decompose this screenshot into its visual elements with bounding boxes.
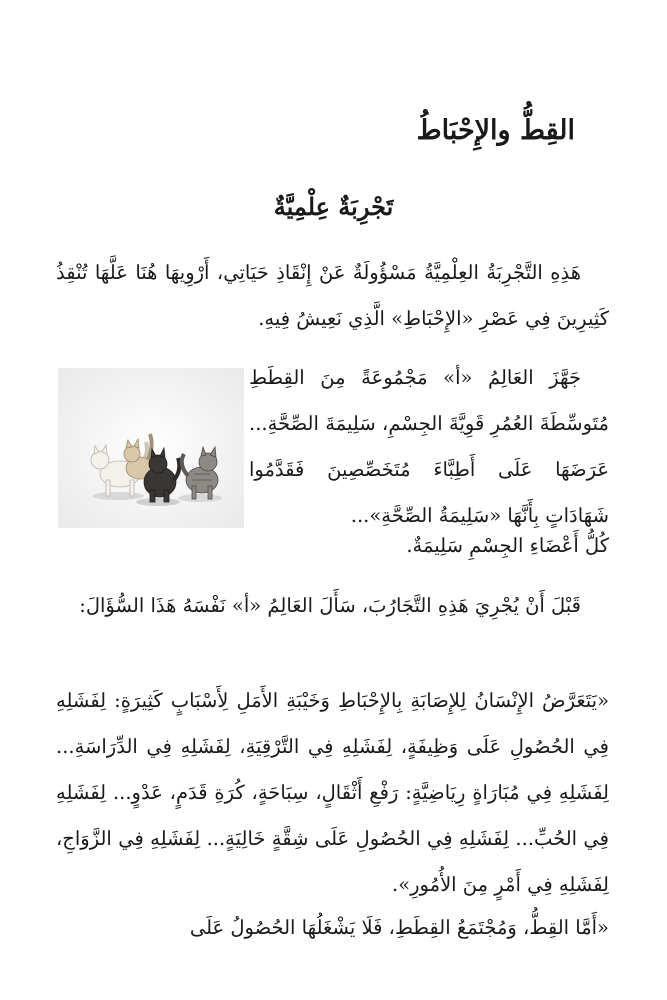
question-intro-paragraph: قَبْلَ أَنْ يُجْرِيَ هَذِهِ التَّجَارُبَ، سَأَلَ العَالِمُ «أ» نَفْسَهُ هَذَا السُّؤَالَ: — [79, 594, 581, 617]
closing-paragraph: «أَمَّا القِطُّ، وَمُجْتَمَعُ القِطَطِ، فَلَا يَشْغَلُهَا الحُصُولُ عَلَى — [189, 916, 609, 939]
quote-paragraph: «يَتَعَرَّضُ الإِنْسَانُ لِلإِصَابَةِ بِالإِحْبَاطِ وَخَيْبَةِ الأَمَلِ لِأَسْبَابٍ كَثِيرَةٍ: لِفَشَلِهِ فِي الحُصُولِ عَلَى وَظِيفَةٍ، لِفَشَلِهِ فِي التَّرْقِيَةِ، لِفَشَلِهِ فِي الدِّرَاسَةِ... لِفَشَلِهِ فِي مُبَارَاةٍ رِيَاضِيَّةٍ: رَفْعِ أَثْقَالٍ، سِبَاحَةٍ، كُرَةِ قَدَمٍ، عَدْوٍ... لِفَشَلِهِ فِي الحُبِّ... لِفَشَلِهِ فِي الحُصُولِ عَلَى شِقَّةٍ خَالِيَةٍ... لِفَشَلِهِ فِي الزَّوَاجِ، لِفَشَلِهِ فِي أَمْرٍ مِنَ الأُمُورِ». — [56, 689, 609, 896]
cats-paragraph-end: كُلُّ أَعْضَاءِ الجِسْمِ سَلِيمَةٌ. — [406, 534, 609, 557]
cats-photo — [58, 368, 244, 528]
intro-paragraph: هَذِهِ التَّجْرِبَةُ العِلْمِيَّةُ مَسْؤُولَةٌ عَنْ إِنْقَاذِ حَيَاتِي، أَرْوِيهَا هُنَا عَلَّهَا تُنْقِذُ كَثِيرِينَ فِي عَصْرِ «الإِحْبَاطِ» الَّذِي نَعِيشُ فِيهِ. — [56, 261, 609, 330]
cats-illustration — [58, 368, 244, 528]
section-subtitle: تَجْرِبَةٌ عِلْمِيَّةٌ — [273, 192, 394, 221]
cats-paragraph: جَهَّزَ العَالِمُ «أ» مَجْمُوعَةً مِنَ القِطَطِ مُتَوسِّطَةَ العُمُرِ قَوِيَّةَ الجِسْمِ، سَلِيمَةَ الصِّحَّةِ... عَرَضَهَا عَلَى أَطِبَّاءَ مُتَخَصِّصِينَ فَقَدَّمُوا شَهَادَاتٍ بِأَنَّهَا «سَلِيمَةُ الصِّحَّةِ»... — [249, 366, 609, 527]
chapter-title: القِطُّ والإِحْبَاطُ — [416, 115, 575, 146]
